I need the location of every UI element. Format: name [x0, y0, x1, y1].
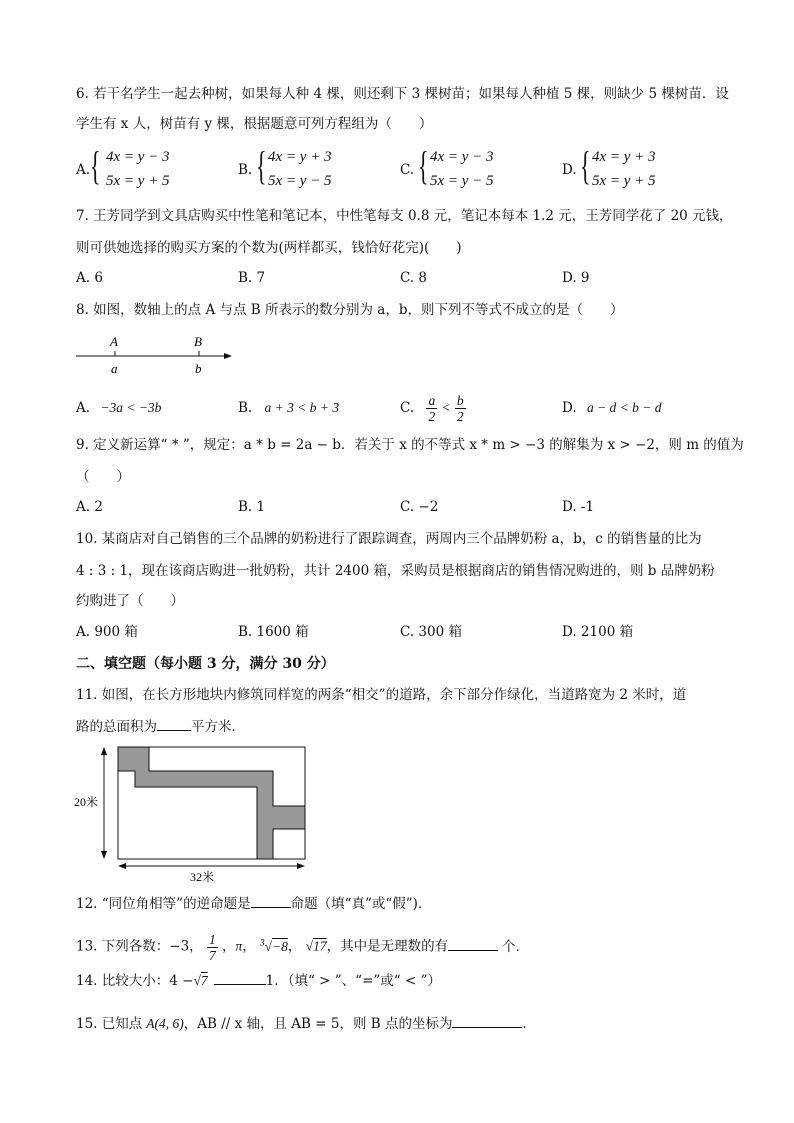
q7-option-d[interactable]: D. 9 [562, 270, 590, 286]
arrow-head-icon [224, 353, 232, 359]
equation-2: 5x = y − 5 [430, 173, 494, 189]
point-b-label: B [194, 334, 202, 349]
q7-option-c[interactable]: C. 8 [400, 270, 428, 286]
q15-text-end: ． [522, 1016, 536, 1032]
q13-answer-blank[interactable] [448, 936, 498, 951]
equation-2: 5x = y − 5 [268, 173, 332, 189]
q14-text-start: 14. 比较大小：4 − [76, 973, 194, 989]
denominator: 2 [456, 409, 464, 424]
numerator: 1 [208, 931, 216, 947]
q10-option-c[interactable]: C. 300 箱 [400, 624, 462, 640]
q10-stem-line2: 4 : 3 : 1，现在该商店购进一批奶粉，共计 2400 箱，采购员是根据商店的销售情况购进的，则 b 品牌奶粉 [76, 563, 715, 579]
q9-stem-line2: （ ） [76, 469, 130, 485]
q9-stem-line1: 9. 定义新运算“ * ”，规定：a * b = 2a − b．若关于 x 的不等式 x * m > −3 的解集为 x > −2，则 m 的值为 [76, 437, 744, 453]
fraction-a-over-2 [426, 393, 437, 424]
q15-text-mid: ，AB // x 轴，且 AB = 5，则 B 点的坐标为 [183, 1016, 453, 1032]
radicand: −8 [272, 938, 288, 954]
q9-option-d[interactable]: D. -1 [562, 499, 595, 515]
sqrt-7: √7 [193, 973, 208, 988]
q12-text-after-blank: 命题（填“真”或“假”)． [290, 896, 432, 912]
q8-stem: 8. 如图，数轴上的点 A 与点 B 所表示的数分别为 a，b，则下列不等式不成立的是（ ） [76, 302, 624, 318]
equation-1: 4x = y + 3 [268, 149, 332, 165]
q8-option-d[interactable] [562, 398, 662, 418]
q12-answer-blank[interactable] [251, 893, 291, 908]
brace: { [90, 143, 101, 188]
q7-stem-line1: 7. 王芳同学到文具店购买中性笔和笔记本，中性笔每支 0.8 元，笔记本每本 1.2 元，王芳同学花了 20 元钱， [76, 208, 733, 224]
q7-stem-line2: 则可供她选择的购买方案的个数为(两样都买，钱恰好花完)( ) [76, 240, 462, 256]
q11-answer-blank[interactable] [157, 716, 191, 731]
option-text: a + 3 < b + 3 [264, 400, 340, 415]
arrow-down-icon [101, 851, 107, 859]
q9-option-b[interactable]: B. 1 [238, 499, 266, 515]
q12-stem [76, 893, 431, 914]
arrow-right-icon [297, 863, 305, 869]
height-label: 20米 [74, 795, 99, 809]
value-a-label: a [111, 361, 118, 376]
q10-stem-line1: 10. 某商店对自己销售的三个品牌的奶粉进行了跟踪调查，两周内三个品牌奶粉 a，b，c 的销售量的比为 [76, 531, 702, 547]
brace: { [580, 143, 591, 188]
arrow-up-icon [101, 747, 107, 755]
q15-text-start: 15. 已知点 [76, 1016, 143, 1032]
equation-1: 4x = y − 3 [106, 149, 170, 165]
option-text: −3a < −3b [100, 400, 162, 415]
q10-stem-line3: 约购进了（ ） [76, 593, 184, 609]
value-b-label: b [195, 361, 202, 376]
denominator: 7 [208, 947, 216, 963]
denominator: 2 [428, 409, 436, 424]
brace: { [418, 143, 429, 188]
q13-text-start: 13. 下列各数：−3， [76, 938, 203, 955]
option-label: C. [400, 162, 415, 178]
q6-stem-line1: 6. 若干名学生一起去种树，如果每人种 4 棵，则还剩下 3 棵树苗；如果每人种植 5 棵，则缺少 5 棵树苗．设 [76, 86, 729, 102]
option-label: C. [400, 400, 415, 416]
pi-symbol: π [235, 938, 243, 954]
brace: { [256, 143, 267, 188]
point-a: A(4, 6) [146, 1016, 184, 1031]
rectangle-road-figure [72, 742, 308, 884]
option-label: B. [238, 162, 253, 178]
q10-option-a[interactable]: A. 900 箱 [76, 624, 138, 640]
cube-root-neg8: $^3$√−8 [260, 937, 288, 954]
numerator: b [456, 393, 464, 408]
q8-option-c[interactable] [400, 390, 466, 426]
fraction-b-over-2 [455, 393, 466, 424]
point-a-label: A [110, 334, 118, 349]
numerator: a [428, 393, 436, 408]
q13-text-after: ，其中是无理数的有 [326, 938, 449, 955]
q7-option-a[interactable]: A. 6 [76, 270, 103, 286]
fraction-one-seventh [207, 932, 218, 963]
equation-1: 4x = y + 3 [592, 149, 656, 165]
radicand: 17 [313, 938, 327, 954]
q6-stem-line2: 学生有 x 人，树苗有 y 棵，根据题意可列方程组为（ ） [76, 116, 433, 132]
q8-option-b[interactable] [238, 398, 339, 418]
width-label: 32米 [190, 870, 215, 884]
q15-answer-blank[interactable] [452, 1013, 522, 1028]
q11-text-after-blank: 平方米． [191, 719, 245, 735]
radicand: 7 [200, 973, 208, 988]
equation-2: 5x = y + 5 [592, 173, 656, 189]
equation-1: 4x = y − 3 [430, 149, 494, 165]
q13-stem: 13. 下列各数：−3， $\frac{1}{7}$ ，π， $^3$√−8， √17，其中是无理数的有 个． [76, 931, 530, 963]
q10-option-d[interactable]: D. 2100 箱 [562, 624, 634, 640]
option-label: B. [238, 400, 253, 416]
sqrt-17: √17 [305, 938, 327, 954]
q14-text-after: 1．（填“ > ”、“=”或“ < ”） [265, 973, 441, 989]
q15-stem [76, 1013, 536, 1034]
arrow-left-icon [118, 863, 126, 869]
q14-answer-blank[interactable] [214, 970, 266, 985]
q14-stem [76, 970, 441, 991]
equation-2: 5x = y + 5 [106, 173, 170, 189]
q11-text-before-blank: 路的总面积为 [76, 719, 157, 735]
relation: < [441, 400, 451, 415]
q9-option-a[interactable]: A. 2 [76, 499, 103, 515]
option-label: A. [76, 162, 91, 178]
q7-option-b[interactable]: B. 7 [238, 270, 266, 286]
section-heading-fill-in: 二、填空题（每小题 3 分，满分 30 分） [76, 656, 335, 672]
option-text: a − d < b − d [586, 400, 662, 415]
q11-stem-line1: 11. 如图，在长方形地块内修筑同样宽的两条“相交”的道路，余下部分作绿化，当道路宽为 2 米时，道 [76, 687, 687, 703]
q11-stem-line2 [76, 716, 245, 737]
q12-text-before-blank: 12. “同位角相等”的逆命题是 [76, 896, 251, 912]
q9-option-c[interactable]: C. −2 [400, 499, 439, 515]
option-label: D. [562, 400, 577, 416]
number-line-figure [72, 330, 237, 380]
q8-option-a[interactable] [76, 398, 161, 418]
q10-option-b[interactable]: B. 1600 箱 [238, 624, 309, 640]
q13-text-tail: 个． [502, 938, 530, 955]
option-label: A. [76, 400, 91, 416]
root-index: 3 [260, 937, 265, 947]
option-label: D. [562, 162, 577, 178]
